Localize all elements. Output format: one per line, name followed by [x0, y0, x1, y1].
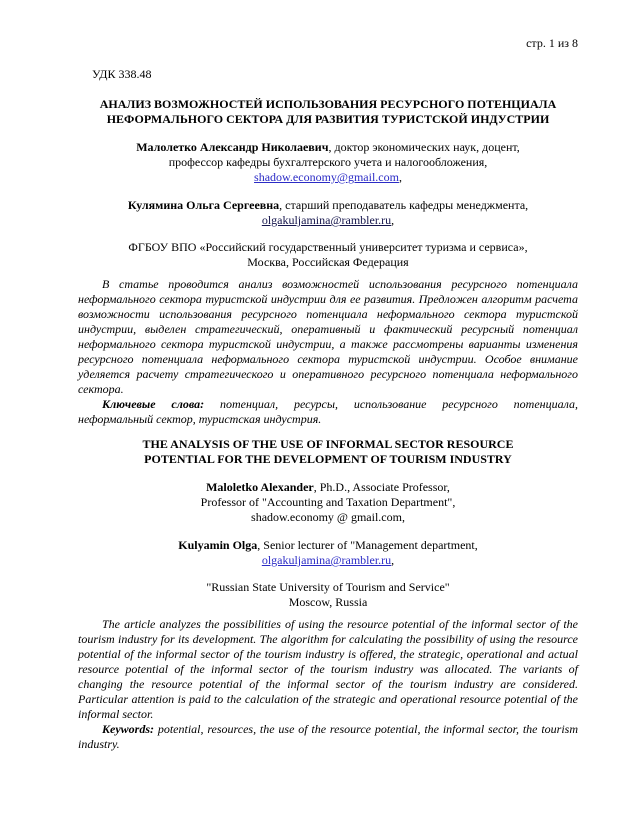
keywords-ru: [78, 397, 578, 427]
author-en-1-degrees: , Ph.D., Associate Professor,: [313, 480, 450, 494]
author-en-2: [78, 538, 578, 568]
author-ru-2: [78, 198, 578, 228]
article-title-ru: АНАЛИЗ ВОЗМОЖНОСТЕЙ ИСПОЛЬЗОВАНИЯ РЕСУРСНОГО ПОТЕНЦИАЛА НЕФОРМАЛЬНОГО СЕКТОРА ДЛЯ РАЗВИТИЯ ТУРИСТСКОЙ ИНДУСТРИИ: [99, 97, 557, 126]
keywords-en-label: Keywords:: [102, 722, 154, 736]
affiliation-ru-university: ФГБОУ ВПО «Российский государственный университет туризма и сервиса»,: [128, 240, 528, 254]
email-suffix: ,: [391, 553, 395, 567]
udc-code: УДК 338.48: [92, 67, 152, 81]
affiliation-en: [78, 580, 578, 610]
author-ru-1-position: профессор кафедры бухгалтерского учета и налогообложения,: [168, 155, 488, 169]
keywords-en-text: potential, resources, the use of the resource potential, the informal sector, the tourism industry.: [78, 722, 578, 751]
email-suffix: ,: [398, 170, 402, 184]
page-number-indicator: стр. 1 из 8: [526, 36, 578, 50]
article-title-en: THE ANALYSIS OF THE USE OF INFORMAL SECTOR RESOURCE POTENTIAL FOR THE DEVELOPMENT OF TOURISM INDUSTRY: [142, 437, 514, 466]
email-link-gmail-ru[interactable]: shadow.economy@gmail.com: [254, 170, 399, 184]
email-link-rambler-ru[interactable]: olgakuljamina@rambler.ru: [261, 213, 392, 227]
author-ru-1-name: Малолетко Александр Николаевич: [136, 140, 329, 154]
affiliation-en-city: Moscow, Russia: [288, 595, 368, 609]
affiliation-en-university: "Russian State University of Tourism and Service": [206, 580, 450, 594]
keywords-ru-text: потенциал, ресурсы, использование ресурсного потенциала, неформальный сектор, туристская индустрия.: [78, 397, 578, 426]
keywords-en: [78, 722, 578, 752]
russian-section: [78, 97, 578, 427]
author-ru-1-degrees: , доктор экономических наук, доцент,: [328, 140, 520, 154]
email-suffix: ,: [391, 213, 395, 227]
author-en-1-position: Professor of "Accounting and Taxation Department",: [200, 495, 456, 509]
english-section: [78, 437, 578, 752]
affiliation-ru-city: Москва, Российская Федерация: [247, 255, 409, 269]
author-en-1: [78, 480, 578, 525]
affiliation-ru: [78, 240, 578, 270]
author-ru-1: [78, 140, 578, 185]
author-en-1-email-plain: shadow.economy @ gmail.com,: [251, 510, 405, 524]
keywords-ru-label: Ключевые слова:: [102, 397, 205, 411]
abstract-ru: В статье проводится анализ возможностей использования ресурсного потенциала неформального сектора туристской индустрии для ее развития. Предложен алгоритм расчета возможности использования ресурсного потенциала неформального сектора туристской индустрии, выделен стратегический, оперативный и фактический ресурсный потенциал неформального сектора туристской индустрии, а также рассмотрены варианты изменения ресурсного потенциала неформального сектора туристской индустрии. Особое внимание уделяется расчету стратегического и оперативного ресурсного потенциала неформального сектора.: [78, 277, 578, 396]
author-ru-2-name: Кулямина Ольга Сергеевна: [127, 198, 280, 212]
author-en-2-name: Kulyamin Olga: [178, 538, 258, 552]
author-en-2-degrees: , Senior lecturer of "Management department,: [257, 538, 478, 552]
author-en-1-name: Maloletko Alexander: [206, 480, 314, 494]
author-ru-2-degrees: , старший преподаватель кафедры менеджмента,: [279, 198, 529, 212]
abstract-en: The article analyzes the possibilities of using the resource potential of the informal sector of the tourism industry for its development. The algorithm for calculating the possibility of using the resource potential of the informal sector of the tourism industry is offered, the strategic, operational and actual resource potential of the informal sector of the tourism industry was allocated. The variants of changing the resource potential of the informal sector of the tourism industry are considered. Particular attention is paid to the calculation of the strategic and operational resource potential of the informal sector.: [78, 617, 578, 721]
email-link-rambler-en[interactable]: olgakuljamina@rambler.ru: [261, 553, 392, 567]
